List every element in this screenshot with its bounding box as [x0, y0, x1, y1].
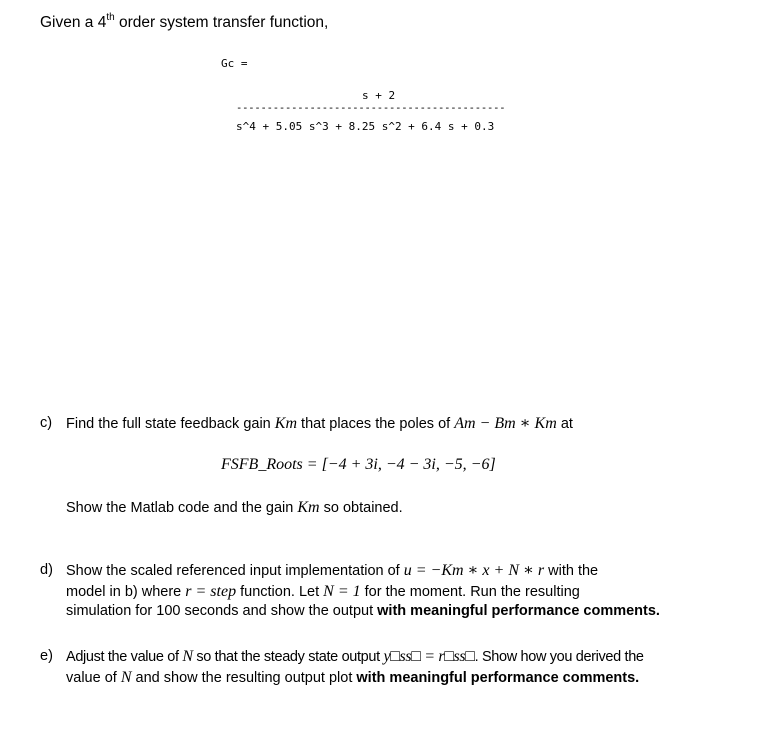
e-math-n: N [182, 648, 193, 665]
question-c-line1 [66, 413, 573, 435]
d-text2: with the [548, 563, 599, 579]
e-math-n2: N [120, 669, 132, 686]
d-text5: for the moment. Run the resulting [364, 584, 580, 600]
e-text1: Adjust the value of [66, 649, 179, 665]
e-text3: . Show how you derived the [474, 649, 644, 665]
c-equation: FSFB_Roots = [−4 + 3i, −4 − 3i, −5, −6] [221, 456, 496, 473]
d-text4: function. Let [240, 584, 320, 600]
c-text4: Show the Matlab code and the gain [66, 500, 294, 516]
intro-text [40, 13, 328, 32]
question-c-line2 [66, 497, 403, 519]
intro-suffix: order system transfer function, [114, 14, 329, 32]
c-text5: so obtained. [323, 500, 403, 516]
c-text1: Find the full state feedback gain [66, 416, 271, 432]
tf-numerator: s + 2 [362, 89, 396, 102]
tf-divider: -------------------------------------------- [236, 102, 506, 114]
intro-superscript: th [106, 12, 115, 23]
question-c-label: c) [40, 415, 53, 431]
e-text2: so that the steady state output [196, 649, 380, 665]
tf-label: Gc = [221, 57, 248, 70]
e-bold: with meaningful performance comments. [356, 670, 640, 686]
question-d-line3 [66, 601, 660, 622]
d-text1: Show the scaled referenced input implementation of [66, 563, 400, 579]
d-math-r: r = step [185, 583, 237, 600]
e-text5: and show the resulting output plot [135, 670, 353, 686]
c-math-km2: Km [297, 499, 320, 516]
question-e-line2 [66, 667, 639, 689]
c-math-poles: Am − Bm ∗ Km [454, 415, 557, 432]
c-text2: that places the poles of [301, 416, 451, 432]
d-math-control-law: u = −Km ∗ x + N ∗ r [403, 562, 545, 579]
d-text6: simulation for 100 seconds and show the output [66, 603, 374, 619]
d-text3: model in b) where [66, 584, 182, 600]
intro-prefix: Given a 4 [40, 14, 107, 32]
d-bold: with meaningful performance comments. [377, 603, 660, 619]
e-text4: value of [66, 670, 117, 686]
c-text3: at [560, 416, 573, 432]
tf-denominator: s^4 + 5.05 s^3 + 8.25 s^2 + 6.4 s + 0.3 [236, 120, 495, 133]
question-d-line1 [66, 560, 598, 582]
d-math-n: N = 1 [323, 583, 361, 600]
question-d-line2 [66, 581, 580, 603]
c-math-km: Km [274, 415, 298, 432]
e-math-ss: y□ss□ = r□ss□ [383, 648, 475, 665]
question-d-label: d) [40, 562, 53, 578]
question-e-label: e) [40, 648, 53, 664]
question-e-line1 [66, 646, 644, 668]
